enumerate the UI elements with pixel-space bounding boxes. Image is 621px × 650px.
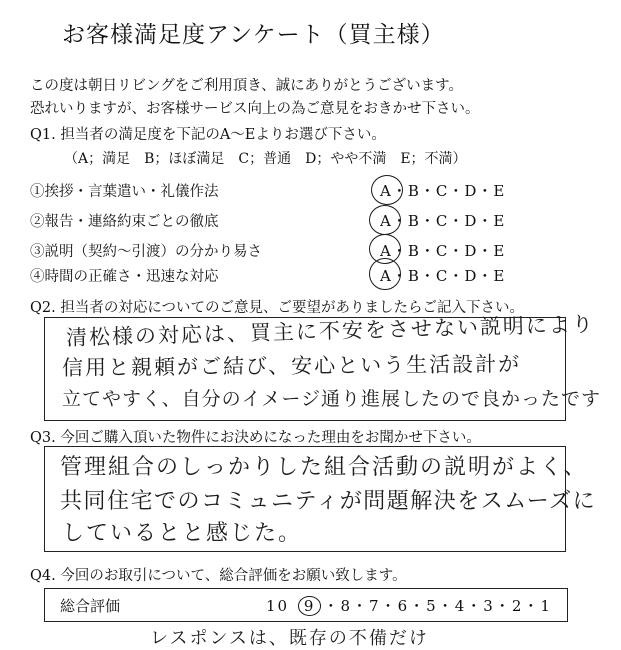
q4-scale-9: 9 bbox=[298, 596, 322, 616]
intro-line-2: 恐れいりますが、お客様サービス向上の為ご意見をおきかせ下さい。 bbox=[30, 101, 480, 117]
q1-item-4-scale: A・B・C・D・E bbox=[380, 267, 506, 285]
q1-item-2-label: ②報告・連絡約束ごとの徹底 bbox=[30, 214, 219, 230]
q4-scale-7: 7 bbox=[369, 597, 381, 615]
q2-answer-line-1: 清松様の対応は、買主に不安をさせない説明により bbox=[65, 312, 596, 350]
q1-item-1-scale: A・B・C・D・E bbox=[380, 182, 506, 200]
q4-scale-10: 10 bbox=[266, 597, 290, 615]
survey-title: お客様満足度アンケート（買主様） bbox=[62, 22, 445, 48]
q4-scale-6: 6 bbox=[397, 597, 410, 615]
q4-rating-label: 総合評価 bbox=[60, 597, 121, 615]
q1-item-2-selection-circle bbox=[369, 205, 401, 235]
q1-question: Q1. 担当者の満足度を下記のA～Eよりお選び下さい。 bbox=[30, 127, 386, 143]
q1-item-3-label: ③説明（契約～引渡）の分かり易さ bbox=[30, 244, 262, 260]
q1-item-3-scale: A・B・C・D・E bbox=[380, 242, 506, 260]
q4-scale-5: 5 bbox=[426, 597, 438, 615]
q1-item-4-selection-circle bbox=[369, 258, 401, 290]
q1-item-1-label: ①挨拶・言葉遣い・礼儀作法 bbox=[30, 184, 219, 200]
q2-answer-line-3: 立てやすく、自分のイメージ通り進展したので良かったです bbox=[62, 388, 602, 410]
q1-legend: （A；満足 B；ほぼ満足 C；普通 D；やや不満 E；不満） bbox=[64, 151, 467, 167]
q2-answer-line-2: 信用と親頼がご結び、安心という生活設計が bbox=[61, 351, 522, 380]
q4-handwritten-note: レスポンスは、既存の不備だけ bbox=[150, 628, 429, 649]
q3-answer-line-1: 管理組合のしっかりした組合活動の説明がよく、 bbox=[60, 455, 588, 480]
q4-scale-3: 3 bbox=[483, 597, 495, 615]
q4-question: Q4. 今回のお取引について、総合評価をお願い致します。 bbox=[30, 568, 407, 584]
q4-scale: 10 9 ・8・7・6・5・4・3・2・1 bbox=[266, 597, 552, 615]
q4-scale-2: 2 bbox=[511, 597, 524, 615]
intro-line-1: この度は朝日リビングをご利用頂き、誠にありがとうございます。 bbox=[30, 78, 463, 94]
q1-item-1-selection-circle bbox=[371, 175, 403, 205]
q4-scale-4: 4 bbox=[454, 597, 467, 615]
q4-scale-8: 8 bbox=[340, 597, 352, 615]
q3-answer-line-2: 共同住宅でのコミュニティが問題解決をスムーズに bbox=[60, 489, 597, 514]
q1-item-2-scale: A・B・C・D・E bbox=[380, 212, 506, 230]
q2-question: Q2. 担当者の対応についてのご意見、ご要望がありましたらご記入下さい。 bbox=[30, 300, 525, 316]
q1-item-4-label: ④時間の正確さ・迅速な対応 bbox=[30, 269, 219, 285]
q3-answer-line-3: しているとと感じた。 bbox=[62, 521, 303, 546]
q3-question: Q3. 今回ご購入頂いた物件にお決めになった理由をお聞かせ下さい。 bbox=[30, 430, 481, 446]
q4-scale-1: 1 bbox=[540, 597, 552, 615]
